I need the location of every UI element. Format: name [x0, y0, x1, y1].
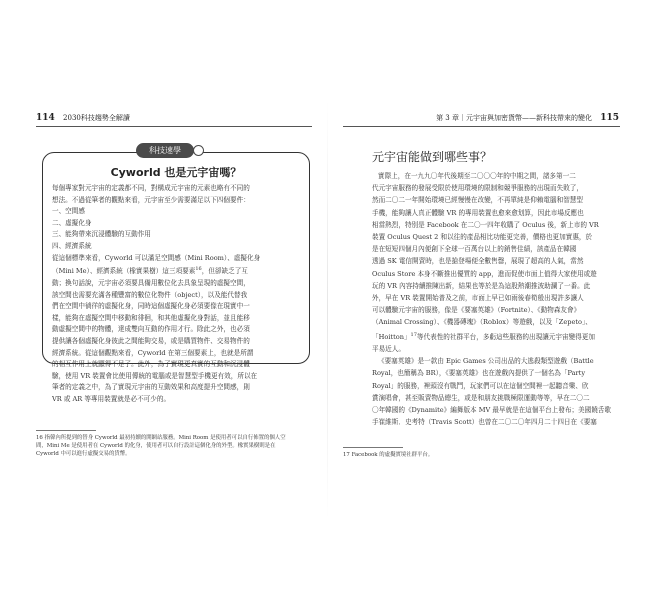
right-running-head	[436, 114, 619, 123]
right-page-number: 115	[600, 113, 619, 123]
box-line: 每個專家對元宇宙的定義都不同，對構成元宇宙的元素也略有不同的	[52, 184, 250, 192]
box-line: 的相互作用上就顯得不足了。此外，為了實現更真實的互動和沉浸體	[52, 360, 250, 369]
body-line: 外，早在 VR 裝置開始普及之前，市面上早已如雨後春筍般出現許多讓人	[372, 294, 584, 303]
body-line: 玩的 VR 內容持續推陳出新，結果也等於是為這股熱潮推波助瀾了一番。此	[372, 281, 591, 290]
body-line: 代元宇宙服務的發展受限於使用環境的限制和競爭服務的出現而失敗了，	[372, 184, 583, 193]
body-line-part: 「Hoitton」	[372, 332, 411, 341]
box-line: 提供讓各個虛擬化身彼此之間能夠交易，或是購買物件、交易物件的	[52, 336, 250, 345]
box-line: 經濟系統。從這個觀點來看，Cyworld 在第三個要素上，也就是所謂	[52, 348, 254, 357]
footnote-ref-16: 16	[195, 266, 202, 273]
body-line: 是在短短四個月內便創下全球一百萬台以上的銷售佳績，該產品在韓國	[372, 245, 577, 254]
box-body	[52, 183, 302, 405]
left-footnote	[36, 434, 316, 458]
body-line: 透過 SK 電信開賣時，也是搶登場便全數售罄，展現了超高的人氣，當然	[372, 257, 584, 266]
body-line: 裝置 Oculus Quest 2 和以往的產品相比功能更完善，價格也更加實惠，於	[372, 233, 593, 242]
body-line: 相當熱烈，特別是 Facebook 在二〇一四年收購了 Oculus 後，新上市的 VR	[372, 220, 599, 229]
body-line-part: 等代表性的社群平台，多虧這些服務的出現讓元宇宙變得更加	[416, 332, 595, 341]
box-line: 該空間也需要充滿各種豐富的數位化物件（object），以及能代替我	[52, 290, 248, 299]
box-line: 們在空間中徜徉的虛擬化身，同時這個虛擬化身必須要像在現實中一	[52, 302, 250, 311]
right-footnote-rule	[343, 447, 403, 448]
tech-tag-label: 科技速學	[149, 146, 181, 155]
footnote-ref-17: 17	[410, 331, 417, 338]
footnote-line: 間，Mini Me 是使用者在 Cyworld 的化身，使用者可以自行設計這個化身的外型。橡實果樹則是在	[36, 443, 276, 449]
body-line: 手機，能夠讓人真正體驗 VR 的專用裝置也愈來愈划算，因此市場反應也	[372, 208, 584, 217]
body-line: 賞演唱會，甚至販賣物品總生，或是和朋友挑戰極限運動等等，早在二〇二	[372, 393, 590, 402]
body-line: 然而二〇二一年開始環境已經慢慢在改變，不再單純是仰賴電腦和智慧型	[372, 196, 583, 205]
body-line: Oculus Store 本身不斷推出優質的 app，進而促使市面上值得大家使用或遊	[372, 269, 597, 278]
body-line: 平易近人。	[372, 345, 405, 354]
body-line: Royal」的服務，裡頭沒有戰鬥，玩家們可以在這個空間裡一起聽音樂、欣	[372, 381, 589, 390]
tag-circle-icon	[193, 145, 204, 156]
left-running-head	[36, 114, 130, 123]
section-title: 元宇宙能做到哪些事？	[372, 150, 493, 164]
box-line: 一、空間感	[52, 207, 85, 216]
box-line: 驗，使用 VR 裝置會比使用傳統的電腦或是智慧型手機更有效，所以在	[52, 371, 258, 380]
left-page-number: 114	[36, 113, 55, 123]
body-line: 〇年韓國的《Dynamite》編舞版本 MV 最早就是在這個平台上發布；美國饒舌歌	[372, 406, 612, 415]
box-line: 動；換句話說，元宇宙必須要具備用數位化去具象呈現的虛擬空間，	[52, 278, 250, 287]
body-line: 實際上，在一九九〇年代後期至二〇〇〇年的中期之間，諸多第一二	[378, 172, 576, 180]
box-line: 樣，能夠在虛擬空間中移動和徘徊，和其他虛擬化身對話，並且能移	[52, 313, 250, 322]
box-line: 二、虛擬化身	[52, 218, 92, 227]
body-line: 手崔維斯．史考特（Travis Scott）也曾在二〇二〇年四月二十四日在《要塞	[372, 418, 597, 427]
box-line: 筆者的定義之中，為了實現元宇宙的互動效果和高度提升空間感，則	[52, 383, 250, 392]
box-line: 從這個標準來看，Cyworld 可以滿足空間感（Mini Room）、虛擬化身	[52, 253, 261, 262]
box-line: VR 或 AR 等專用裝置就是必不可少的。	[52, 394, 171, 403]
box-line: 想法。不過從筆者的觀點來看，元宇宙至少需要滿足以下四個要件：	[52, 195, 250, 204]
box-line	[52, 264, 302, 278]
box-line: 三、能夠帶來沉浸體驗的互動作用	[52, 230, 151, 239]
left-header-rule	[36, 126, 312, 127]
body-line: Royal，也簡稱為 BR），《要塞英雄》也在遊戲內提供了一個名為「Party	[372, 369, 586, 378]
right-header-rule	[343, 126, 620, 127]
right-footnote	[343, 451, 619, 459]
box-title: Cyworld 也是元宇宙嗎？	[110, 166, 242, 179]
left-footnote-rule	[36, 430, 96, 431]
body-line: 可以體驗元宇宙的服務，像是《要塞英雄》（Fortnite）、《動物森友會》	[372, 306, 581, 315]
right-body	[372, 170, 620, 428]
tech-tag	[136, 143, 194, 158]
right-chapter-title: 第 3 章｜元宇宙與加密貨幣——新科技帶來的變化	[436, 114, 592, 122]
box-line-part: （Mini Me）、經濟系統（橡實果樹）這三項要素	[52, 267, 196, 276]
body-line	[372, 329, 620, 343]
footnote-line: Cyworld 中可以進行虛擬交易的貨幣。	[36, 451, 131, 457]
box-line-part: ，但卻缺乏了互	[201, 267, 248, 276]
page-gutter	[327, 100, 328, 520]
box-line: 四、經濟系統	[52, 241, 92, 250]
left-book-title: 2030科技趨勢全解讀	[63, 114, 130, 122]
body-line: 《要塞英雄》是一款由 Epic Games 公司出品的大逃殺類型遊戲（Battle	[378, 357, 594, 366]
box-line: 動虛擬空間中的物體，達成雙向互動的作用才行。除此之外，也必須	[52, 325, 250, 334]
footnote-line: 17 Facebook 的虛擬實境社群平台。	[343, 452, 434, 458]
body-line: （Animal Crossing）、《機器磚塊》（Roblox）等遊戲，以及「Zepeto」、	[372, 318, 592, 327]
footnote-line: 16 指韓內所提到的替身 Cyworld 最初持續的開網站服務。Mini Room 是使用者可以自行佈置的個人空	[36, 435, 286, 441]
